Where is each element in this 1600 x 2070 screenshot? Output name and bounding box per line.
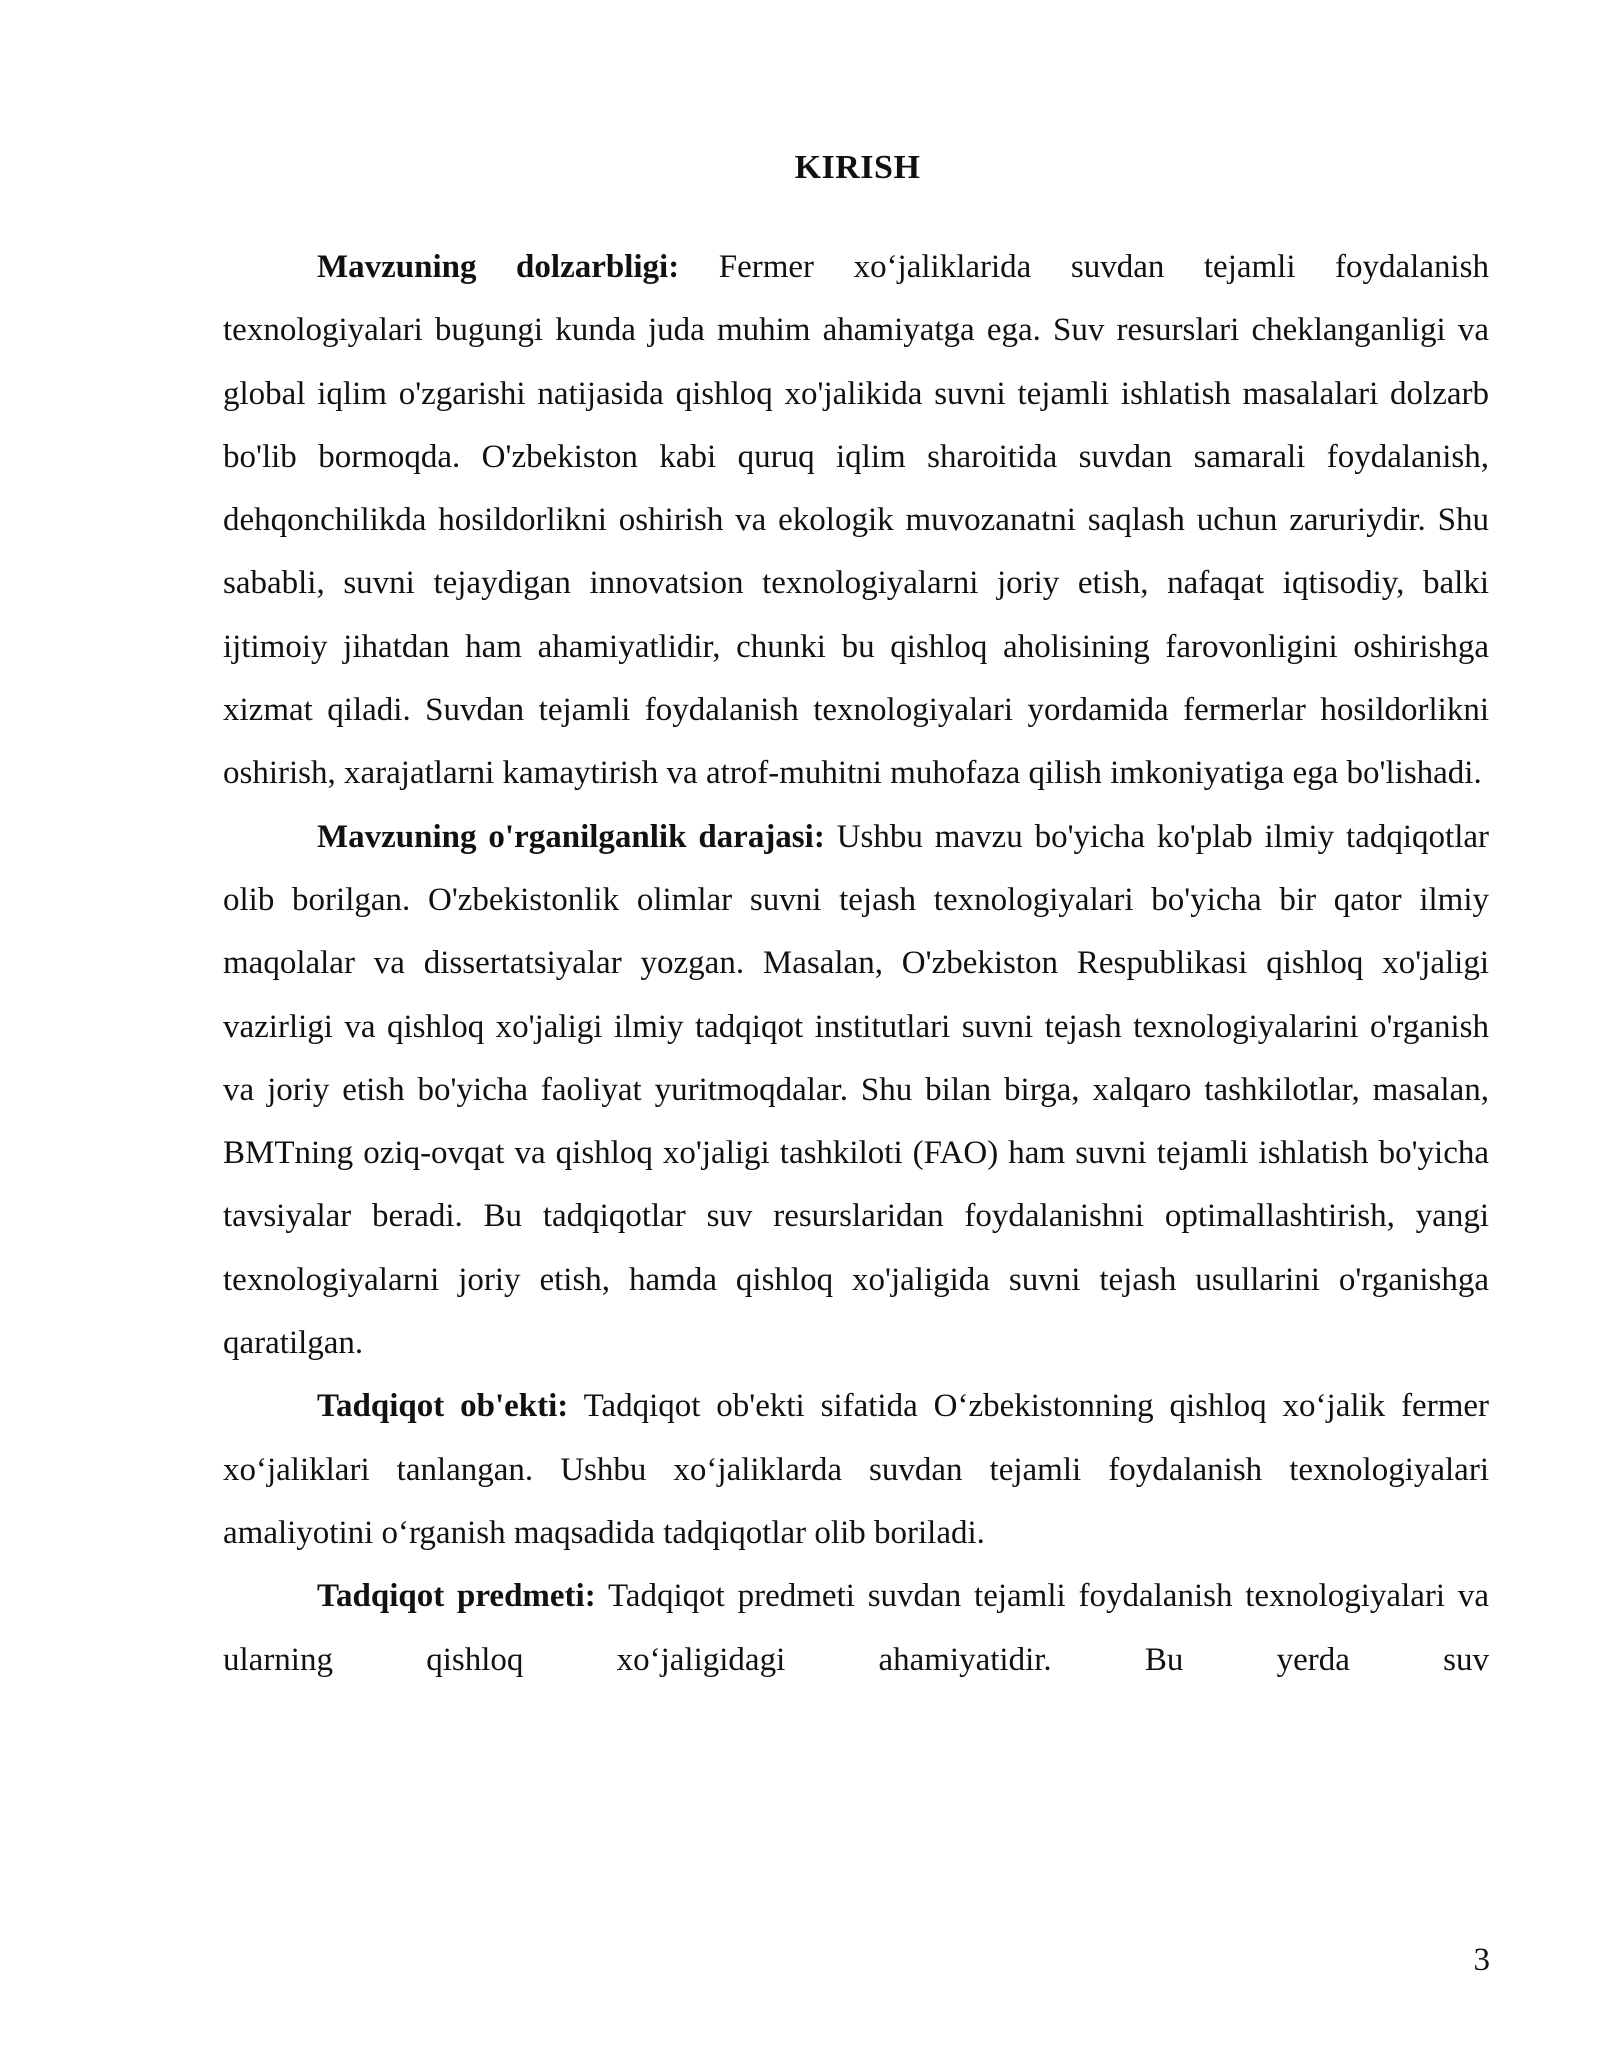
page-title: KIRISH — [794, 149, 921, 186]
paragraph-research-object — [223, 1375, 1489, 1565]
paragraph-study-level — [223, 806, 1489, 1376]
paragraph-label: Mavzuning dolzarbligi: — [317, 249, 680, 285]
paragraph-text: Fermer xo‘jaliklarida suvdan tejamli foydalanish texnologiyalari bugungi kunda juda muhim ahamiyatga ega. Suv resurslari cheklanganligi va global iqlim o'zgarishi natijasida qishloq xo'jalikida suvni tejamli ishlatish masalalari dolzarb bo'lib bormoqda. O'zbekiston kabi quruq iqlim sharoitida suvdan samarali foydalanish, dehqonchilikda hosildorlikni oshirish va ekologik muvozanatni saqlash uchun zaruriydir. Shu sababli, suvni tejaydigan innovatsion texnologiyalarni joriy etish, nafaqat iqtisodiy, balki ijtimoiy jihatdan ham ahamiyatlidir, chunki bu qishloq aholisining farovonligini oshirishga xizmat qiladi. Suvdan tejamli foydalanish texnologiyalari yordamida fermerlar hosildorlikni oshirish, xarajatlarni kamaytirish va atrof-muhitni muhofaza qilish imkoniyatiga ega bo'lishadi. — [223, 249, 1489, 792]
paragraph-topic-relevance — [223, 236, 1489, 806]
document-body — [223, 236, 1489, 1692]
paragraph-text: Tadqiqot ob'ekti sifatida O‘zbekistonning qishloq xo‘jalik fermer xo‘jaliklari tanlangan. Ushbu xo‘jaliklarda suvdan tejamli foydalanish texnologiyalari amaliyotini o‘rganish maqsadida tadqiqotlar olib boriladi. — [223, 1388, 1489, 1551]
paragraph-text: Tadqiqot predmeti suvdan tejamli foydalanish texnologiyalari va ularning qishloq xo‘jaligidagi ahamiyatidir. Bu yerda suv — [223, 1578, 1490, 1678]
page-number: 3 — [1473, 1942, 1490, 1978]
paragraph-label: Mavzuning o'rganilganlik darajasi: — [317, 818, 825, 855]
paragraph-label: Tadqiqot ob'ekti: — [317, 1388, 569, 1425]
paragraph-text: Ushbu mavzu bo'yicha ko'plab ilmiy tadqiqotlar olib borilgan. O'zbekistonlik olimlar suvni tejash texnologiyalari bo'yicha bir qator ilmiy maqolalar va dissertatsiyalar yozgan. Masalan, O'zbekiston Respublikasi qishloq xo'jaligi vazirligi va qishloq xo'jaligi ilmiy tadqiqot institutlari suvni tejash texnologiyalarini o'rganish va joriy etish bo'yicha faoliyat yuritmoqdalar. Shu bilan birga, xalqaro tashkilotlar, masalan, BMTning oziq-ovqat va qishloq xo'jaligi tashkiloti (FAO) ham suvni tejamli ishlatish bo'yicha tavsiyalar beradi. Bu tadqiqotlar suv resurslaridan foydalanishni optimallashtirish, yangi texnologiyalarni joriy etish, hamda qishloq xo'jaligida suvni tejash usullarini o'rganishga qaratilgan. — [223, 818, 1489, 1362]
paragraph-label: Tadqiqot predmeti: — [317, 1578, 596, 1615]
paragraph-research-subject — [223, 1565, 1489, 1692]
